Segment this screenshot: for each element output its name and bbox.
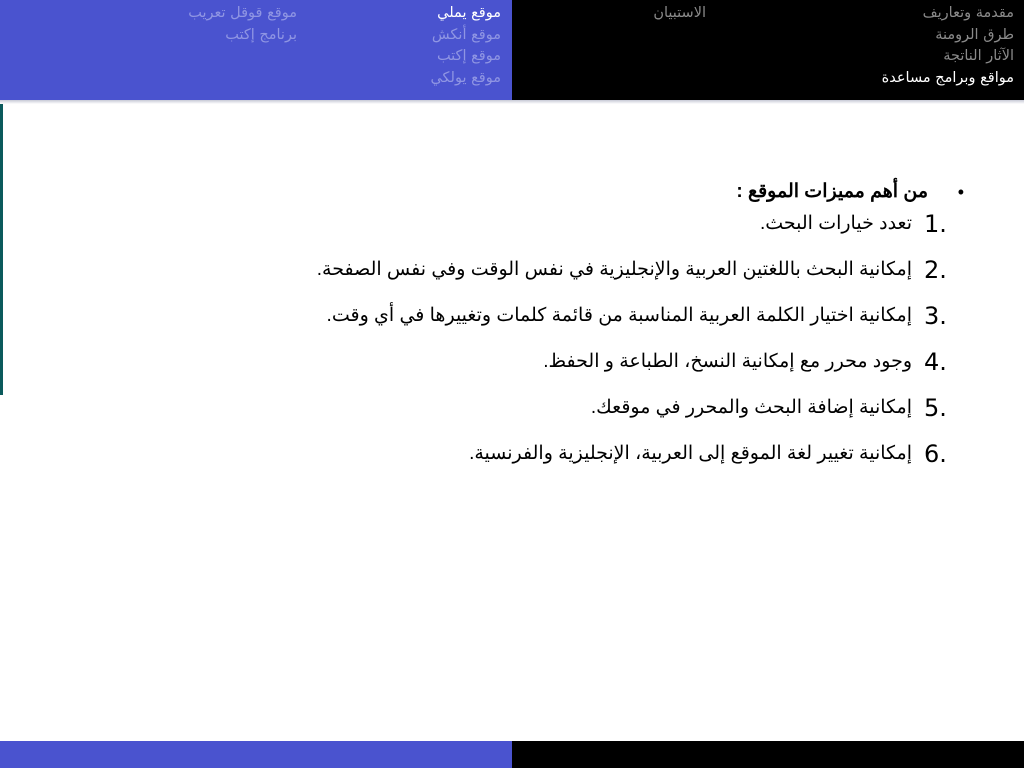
bullet-heading-text: من أهم مميزات الموقع : <box>736 181 928 202</box>
list-item-number: 3. <box>924 302 947 330</box>
nav-section-programs <box>188 3 297 46</box>
nav-section-survey <box>653 3 706 25</box>
nav-item-intro[interactable]: مقدمة وتعاريف <box>922 5 1014 21</box>
nav-item-ektob[interactable]: موقع إكتب <box>436 48 501 64</box>
list-item <box>84 302 964 348</box>
list-item-text: إمكانية إضافة البحث والمحرر في موقعك. <box>590 397 912 418</box>
footer-blue-bar <box>0 741 512 768</box>
nav-item-survey[interactable]: الاستبيان <box>653 5 706 21</box>
nav-item-yamli[interactable]: موقع يملي <box>437 5 501 21</box>
nav-item-romanization-methods[interactable]: طرق الرومنة <box>935 26 1014 43</box>
list-item-number: 6. <box>924 440 947 468</box>
slide-content <box>84 178 964 486</box>
list-item-text: إمكانية البحث باللغتين العربية والإنجليزية في نفس الوقت وفي نفس الصفحة. <box>316 259 912 280</box>
list-item-number: 4. <box>924 348 947 376</box>
bullet-icon: • <box>957 182 964 202</box>
list-item-number: 1. <box>924 210 947 238</box>
nav-section-intro <box>882 3 1014 89</box>
list-item-text: تعدد خيارات البحث. <box>759 213 912 234</box>
list-item-text: إمكانية اختيار الكلمة العربية المناسبة من قائمة كلمات وتغييرها في أي وقت. <box>326 305 912 326</box>
nav-item-ektob-program[interactable]: برنامج إكتب <box>225 26 297 43</box>
list-item <box>84 348 964 394</box>
nav-section-sites <box>430 3 501 89</box>
list-item <box>84 210 964 256</box>
bullet-heading <box>84 178 964 210</box>
header-shadow <box>0 100 1024 104</box>
list-item <box>84 256 964 302</box>
nav-item-helper-sites[interactable]: مواقع وبرامج مساعدة <box>881 69 1014 86</box>
nav-item-effects[interactable]: الآثار الناتجة <box>943 48 1014 64</box>
footer-black-bar <box>512 741 1024 768</box>
list-item <box>84 440 964 486</box>
nav-item-google-ta3reeb[interactable]: موقع قوقل تعريب <box>188 5 297 21</box>
list-item-text: وجود محرر مع إمكانية النسخ، الطباعة و الحفظ. <box>543 351 912 372</box>
slide-header <box>0 0 1024 100</box>
list-item-number: 5. <box>924 394 947 422</box>
nav-item-onkosh[interactable]: موقع أنكش <box>431 26 501 43</box>
list-item-text: إمكانية تغيير لغة الموقع إلى العربية، الإنجليزية والفرنسية. <box>469 443 912 464</box>
list-item-number: 2. <box>924 256 947 284</box>
nav-item-yoolki[interactable]: موقع يولكي <box>430 69 501 86</box>
list-item <box>84 394 964 440</box>
